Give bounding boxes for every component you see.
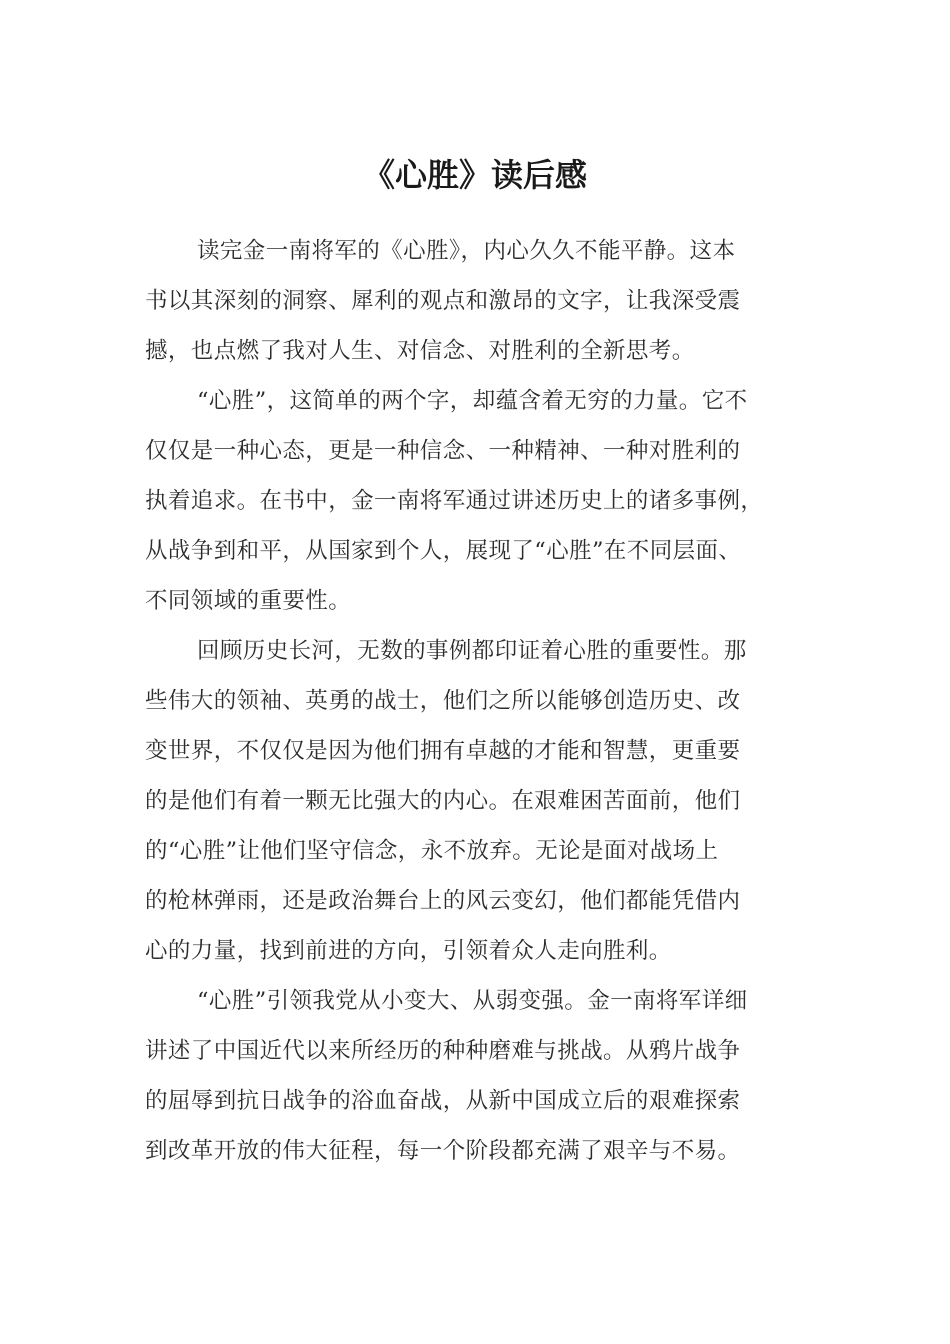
paragraph-2-line-2: 仅仅是一种心态，更是一种信念、一种精神、一种对胜利的 [145, 438, 741, 464]
paragraph-3-line-4: 的是他们有着一颗无比强大的内心。在艰难困苦面前，他们 [145, 788, 741, 814]
document-title: 《心胜》读后感 [362, 156, 587, 194]
paragraph-3-line-2: 些伟大的领袖、英勇的战士，他们之所以能够创造历史、改 [145, 688, 741, 714]
paragraph-2-line-4: 从战争到和平，从国家到个人，展现了“心胜”在不同层面、 [145, 538, 742, 564]
paragraph-3-line-1: 回顾历史长河，无数的事例都印证着心胜的重要性。那 [197, 638, 747, 664]
paragraph-3-line-3: 变世界，不仅仅是因为他们拥有卓越的才能和智慧，更重要 [145, 738, 741, 764]
paragraph-3-line-7: 心的力量，找到前进的方向，引领着众人走向胜利。 [145, 938, 672, 964]
paragraph-2-line-1: “心胜”，这简单的两个字，却蕴含着无穷的力量。它不 [197, 388, 748, 414]
paragraph-2-line-3: 执着追求。在书中，金一南将军通过讲述历史上的诸多事例， [145, 488, 764, 514]
paragraph-4-line-2: 讲述了中国近代以来所经历的种种磨难与挑战。从鸦片战争 [145, 1038, 741, 1064]
paragraph-1-line-2: 书以其深刻的洞察、犀利的观点和激昂的文字，让我深受震 [145, 288, 741, 314]
paragraph-4-line-3: 的屈辱到抗日战争的浴血奋战，从新中国成立后的艰难探索 [145, 1088, 741, 1114]
paragraph-4-line-1: “心胜”引领我党从小变大、从弱变强。金一南将军详细 [197, 988, 748, 1014]
paragraph-1-line-3: 撼，也点燃了我对人生、对信念、对胜利的全新思考。 [145, 338, 695, 364]
paragraph-3-line-6: 的枪林弹雨，还是政治舞台上的风云变幻，他们都能凭借内 [145, 888, 741, 914]
paragraph-1-line-1: 读完金一南将军的《心胜》，内心久久不能平静。这本 [197, 238, 736, 264]
document-body [145, 226, 805, 1176]
paragraph-2-line-5: 不同领域的重要性。 [145, 588, 352, 614]
paragraph-3-line-5: 的“心胜”让他们坚守信念，永不放弃。无论是面对战场上 [145, 838, 719, 864]
paragraph-4-line-4: 到改革开放的伟大征程，每一个阶段都充满了艰辛与不易。 [145, 1138, 741, 1164]
